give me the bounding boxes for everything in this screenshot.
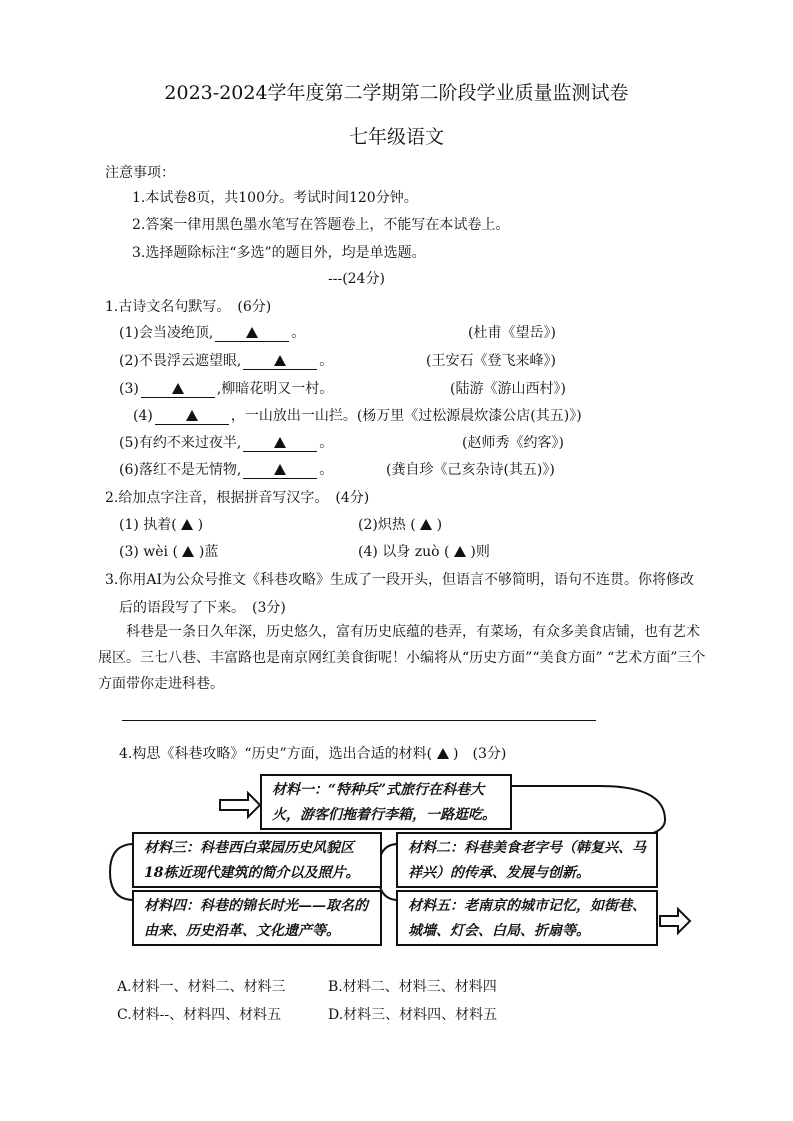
q1-source-5: (赵师秀《约客》) — [462, 435, 564, 451]
q1-source-2: (王安石《登飞来峰》) — [426, 353, 556, 369]
option-c: C.材料--、材料四、材料五 — [117, 1007, 282, 1023]
notice-item: 3.选择题除标注“多选”的题目外，均是单选题。 — [132, 245, 426, 261]
material-1-box: 材料一：“特种兵”式旅行在科巷大火，游客们拖着行李箱，一路逛吃。 — [260, 774, 512, 830]
answer-blank — [155, 408, 229, 425]
q1-line-5: (5)有约不来过夜半, 。 — [119, 435, 334, 451]
q1-line-6: (6)落红不是无情物, 。 — [119, 462, 334, 478]
q3-stem-line-1: 3.你用AI为公众号推文《科巷攻略》生成了一段开头，但语言不够简明，语句不连贯。你将修改 — [105, 572, 694, 588]
answer-blank — [215, 325, 289, 342]
triangle-icon — [274, 355, 286, 366]
option-d: D.材料三、材料四、材料五 — [328, 1007, 498, 1023]
material-2-box: 材料二：科巷美食老字号（韩复兴、马祥兴）的传承、发展与创新。 — [396, 832, 658, 888]
q1-source-6: (龚自珍《己亥杂诗(其五)》) — [386, 462, 555, 478]
q2-item-1: (1) 执着( ) — [119, 517, 204, 533]
material-4-box: 材料四：科巷的锦长时光——取名的由来、历史沿革、文化遗产等。 — [132, 890, 382, 946]
q1-line-4: (4) ，一山放出一山拦。(杨万里《过松源晨炊漆公店(其五)》) — [133, 408, 582, 424]
exam-title: 2023-2024学年度第二学期第二阶段学业质量监测试卷 — [164, 82, 629, 104]
connector-line — [110, 844, 134, 900]
q3-passage: 科巷是一条日久年深，历史悠久，富有历史底蕴的巷弄，有菜场，有众多美食店铺，也有艺术展区。三七八巷、丰富路也是南京网红美食街呢！小编将从“历史方面”“美食方面” “艺术方面”三个方面带你走进科巷。 — [98, 624, 706, 692]
q2-item-4: (4) 以身 zuò ( )则 — [358, 544, 490, 560]
arrow-right-icon — [220, 793, 260, 817]
notice-item: 1.本试卷8页，共100分。考试时间120分钟。 — [132, 190, 418, 206]
arrow-right-icon — [660, 909, 690, 933]
option-a: A.材料一、材料二、材料三 — [117, 979, 286, 995]
triangle-icon — [454, 546, 466, 557]
q1-line-3: (3) ,柳暗花明又一村。 — [119, 381, 334, 397]
notice-item: 2.答案一律用黑色墨水笔写在答题卷上，不能写在本试卷上。 — [132, 217, 510, 233]
triangle-icon — [182, 546, 194, 557]
q4-stem: 4.构思《科巷攻略》“历史”方面，选出合适的材料( ) (3分) — [119, 746, 507, 762]
q2-stem: 2.给加点字注音，根据拼音写汉字。 (4分) — [105, 490, 370, 506]
notice-heading: 注意事项： — [105, 165, 175, 181]
answer-blank — [243, 353, 317, 370]
triangle-icon — [437, 748, 449, 759]
q1-stem: 1.古诗文名句默写。 (6分) — [105, 299, 272, 315]
q1-line-2: (2)不畏浮云遮望眼, 。 — [119, 353, 334, 369]
q1-source-1: (杜甫《望岳》) — [468, 325, 556, 341]
q1-source-3: (陆游《游山西村》) — [450, 381, 566, 397]
answer-blank — [141, 381, 215, 398]
triangle-icon — [246, 327, 258, 338]
q3-stem-line-2: 后的语段写了下来。 (3分) — [119, 600, 286, 616]
q2-item-3: (3) wèi ( )蓝 — [119, 544, 219, 560]
answer-blank — [243, 435, 317, 452]
exam-subtitle: 七年级语文 — [348, 126, 444, 148]
triangle-icon — [274, 464, 286, 475]
triangle-icon — [172, 383, 184, 394]
material-5-box: 材料五：老南京的城市记忆，如街巷、城墙、灯会、白局、折扇等。 — [396, 890, 658, 946]
q2-item-2: (2)炽热 ( ) — [358, 517, 443, 533]
triangle-icon — [274, 437, 286, 448]
connector-line — [512, 786, 665, 838]
triangle-icon — [420, 519, 432, 530]
answer-blank — [243, 462, 317, 479]
triangle-icon — [186, 410, 198, 421]
answer-line — [122, 720, 596, 721]
q1-line-1: (1)会当凌绝顶, 。 — [119, 325, 306, 341]
section-score: ---(24分) — [328, 271, 385, 287]
option-b: B.材料二、材料三、材料四 — [328, 979, 497, 995]
material-3-box: 材料三：科巷西白菜园历史风貌区18栋近现代建筑的简介以及照片。 — [132, 832, 382, 888]
triangle-icon — [181, 519, 193, 530]
